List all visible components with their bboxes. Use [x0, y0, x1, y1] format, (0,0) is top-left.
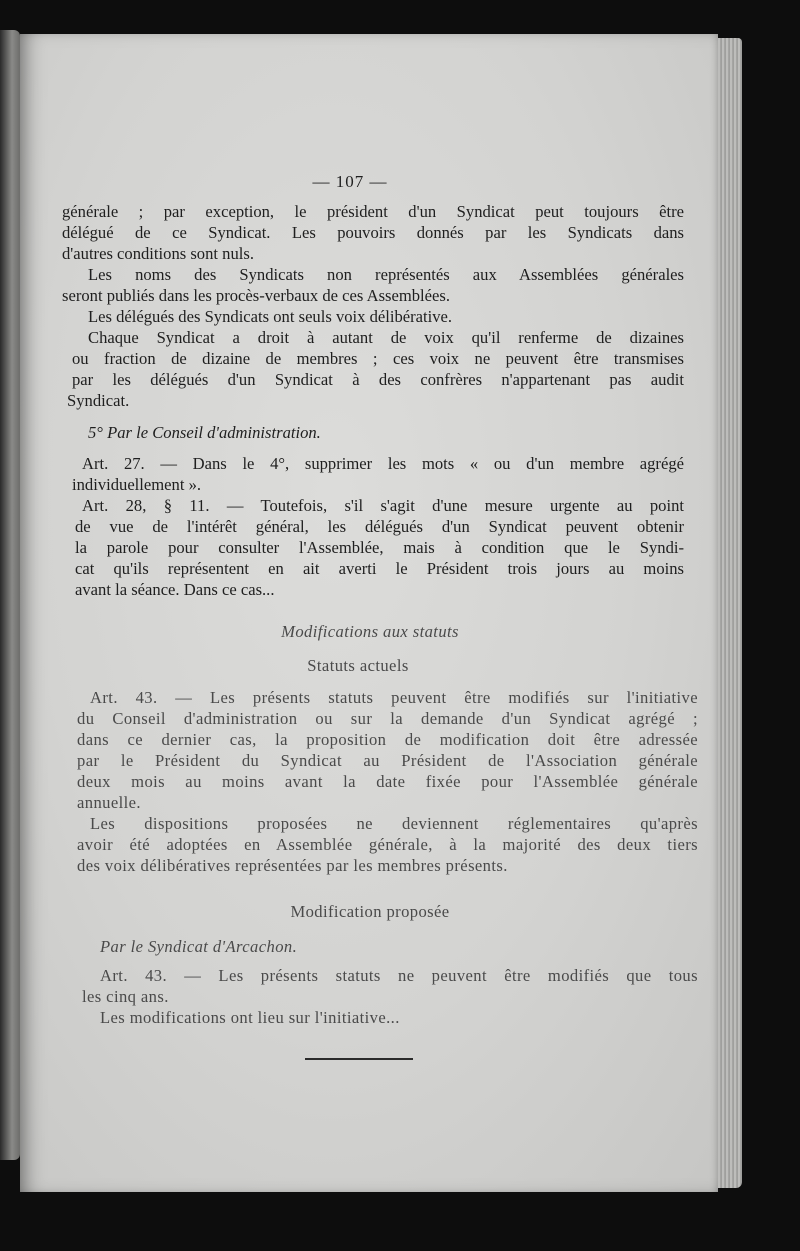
text-line: par les délégués d'un Syndicat à des confrères n'appartenant pas audit	[72, 370, 684, 389]
proposer-line: Par le Syndicat d'Arcachon.	[100, 937, 298, 956]
text-line: seront publiés dans les procès-verbaux de ces Assemblées.	[62, 286, 451, 305]
text-line: d'autres conditions sont nuls.	[62, 244, 254, 263]
text-line: annuelle.	[77, 793, 141, 812]
text-line: par le Président du Syndicat au Président de l'Association générale	[77, 751, 698, 770]
text-line: individuellement ».	[72, 475, 202, 494]
text-line: délégué de ce Syndicat. Les pouvoirs donnés par les Syndicats dans	[62, 223, 684, 242]
text-line: Les dispositions proposées ne deviennent réglementaires qu'après	[90, 814, 698, 833]
previous-page-edge	[0, 30, 20, 1160]
subsection-title: Statuts actuels	[307, 656, 409, 675]
text-line: les cinq ans.	[82, 987, 169, 1006]
text-line: du Conseil d'administration ou sur la demande d'un Syndicat agrégé ;	[77, 709, 698, 728]
text-line: Chaque Syndicat a droit à autant de voix qu'il renferme de dizaines	[88, 328, 684, 347]
subsection-title: Modification proposée	[290, 902, 450, 921]
text-line: Art. 43. — Les présents statuts peuvent être modifiés sur l'initiative	[90, 688, 698, 707]
text-line: ou fraction de dizaine de membres ; ces voix ne peuvent être transmises	[72, 349, 684, 368]
text-line: Les noms des Syndicats non représentés aux Assemblées générales	[88, 265, 684, 284]
text-line: Art. 43. — Les présents statuts ne peuvent être modifiés que tous	[100, 966, 698, 985]
page-number: — 107 —	[312, 172, 388, 191]
section-heading: 5° Par le Conseil d'administration.	[88, 423, 321, 442]
text-line: générale ; par exception, le président d'un Syndicat peut toujours être	[62, 202, 684, 221]
text-line: des voix délibératives représentées par les membres présents.	[77, 856, 508, 875]
text-line: Art. 27. — Dans le 4°, supprimer les mots « ou d'un membre agrégé	[82, 454, 684, 473]
text-line: Art. 28, § 11. — Toutefois, s'il s'agit d'une mesure urgente au point	[82, 496, 684, 515]
text-line: deux mois au moins avant la date fixée pour l'Assemblée générale	[77, 772, 698, 791]
text-line: Les modifications ont lieu sur l'initiative...	[100, 1008, 400, 1027]
section-title: Modifications aux statuts	[281, 622, 459, 641]
text-line: dans ce dernier cas, la proposition de modification doit être adressée	[77, 730, 698, 749]
text-line: cat qu'ils représentent en ait averti le Président trois jours au moins	[75, 559, 684, 578]
text-line: avant la séance. Dans ce cas...	[75, 580, 275, 599]
text-line: avoir été adoptées en Assemblée générale, à la majorité des deux tiers	[77, 835, 698, 854]
page-sheet	[20, 34, 718, 1192]
closing-rule	[305, 1058, 413, 1060]
text-line: la parole pour consulter l'Assemblée, mais à condition que le Syndi-	[75, 538, 684, 557]
text-line: de vue de l'intérêt général, les délégués d'un Syndicat peuvent obtenir	[75, 517, 684, 536]
text-line: Les délégués des Syndicats ont seuls voix délibérative.	[88, 307, 453, 326]
text-line: Syndicat.	[67, 391, 130, 410]
